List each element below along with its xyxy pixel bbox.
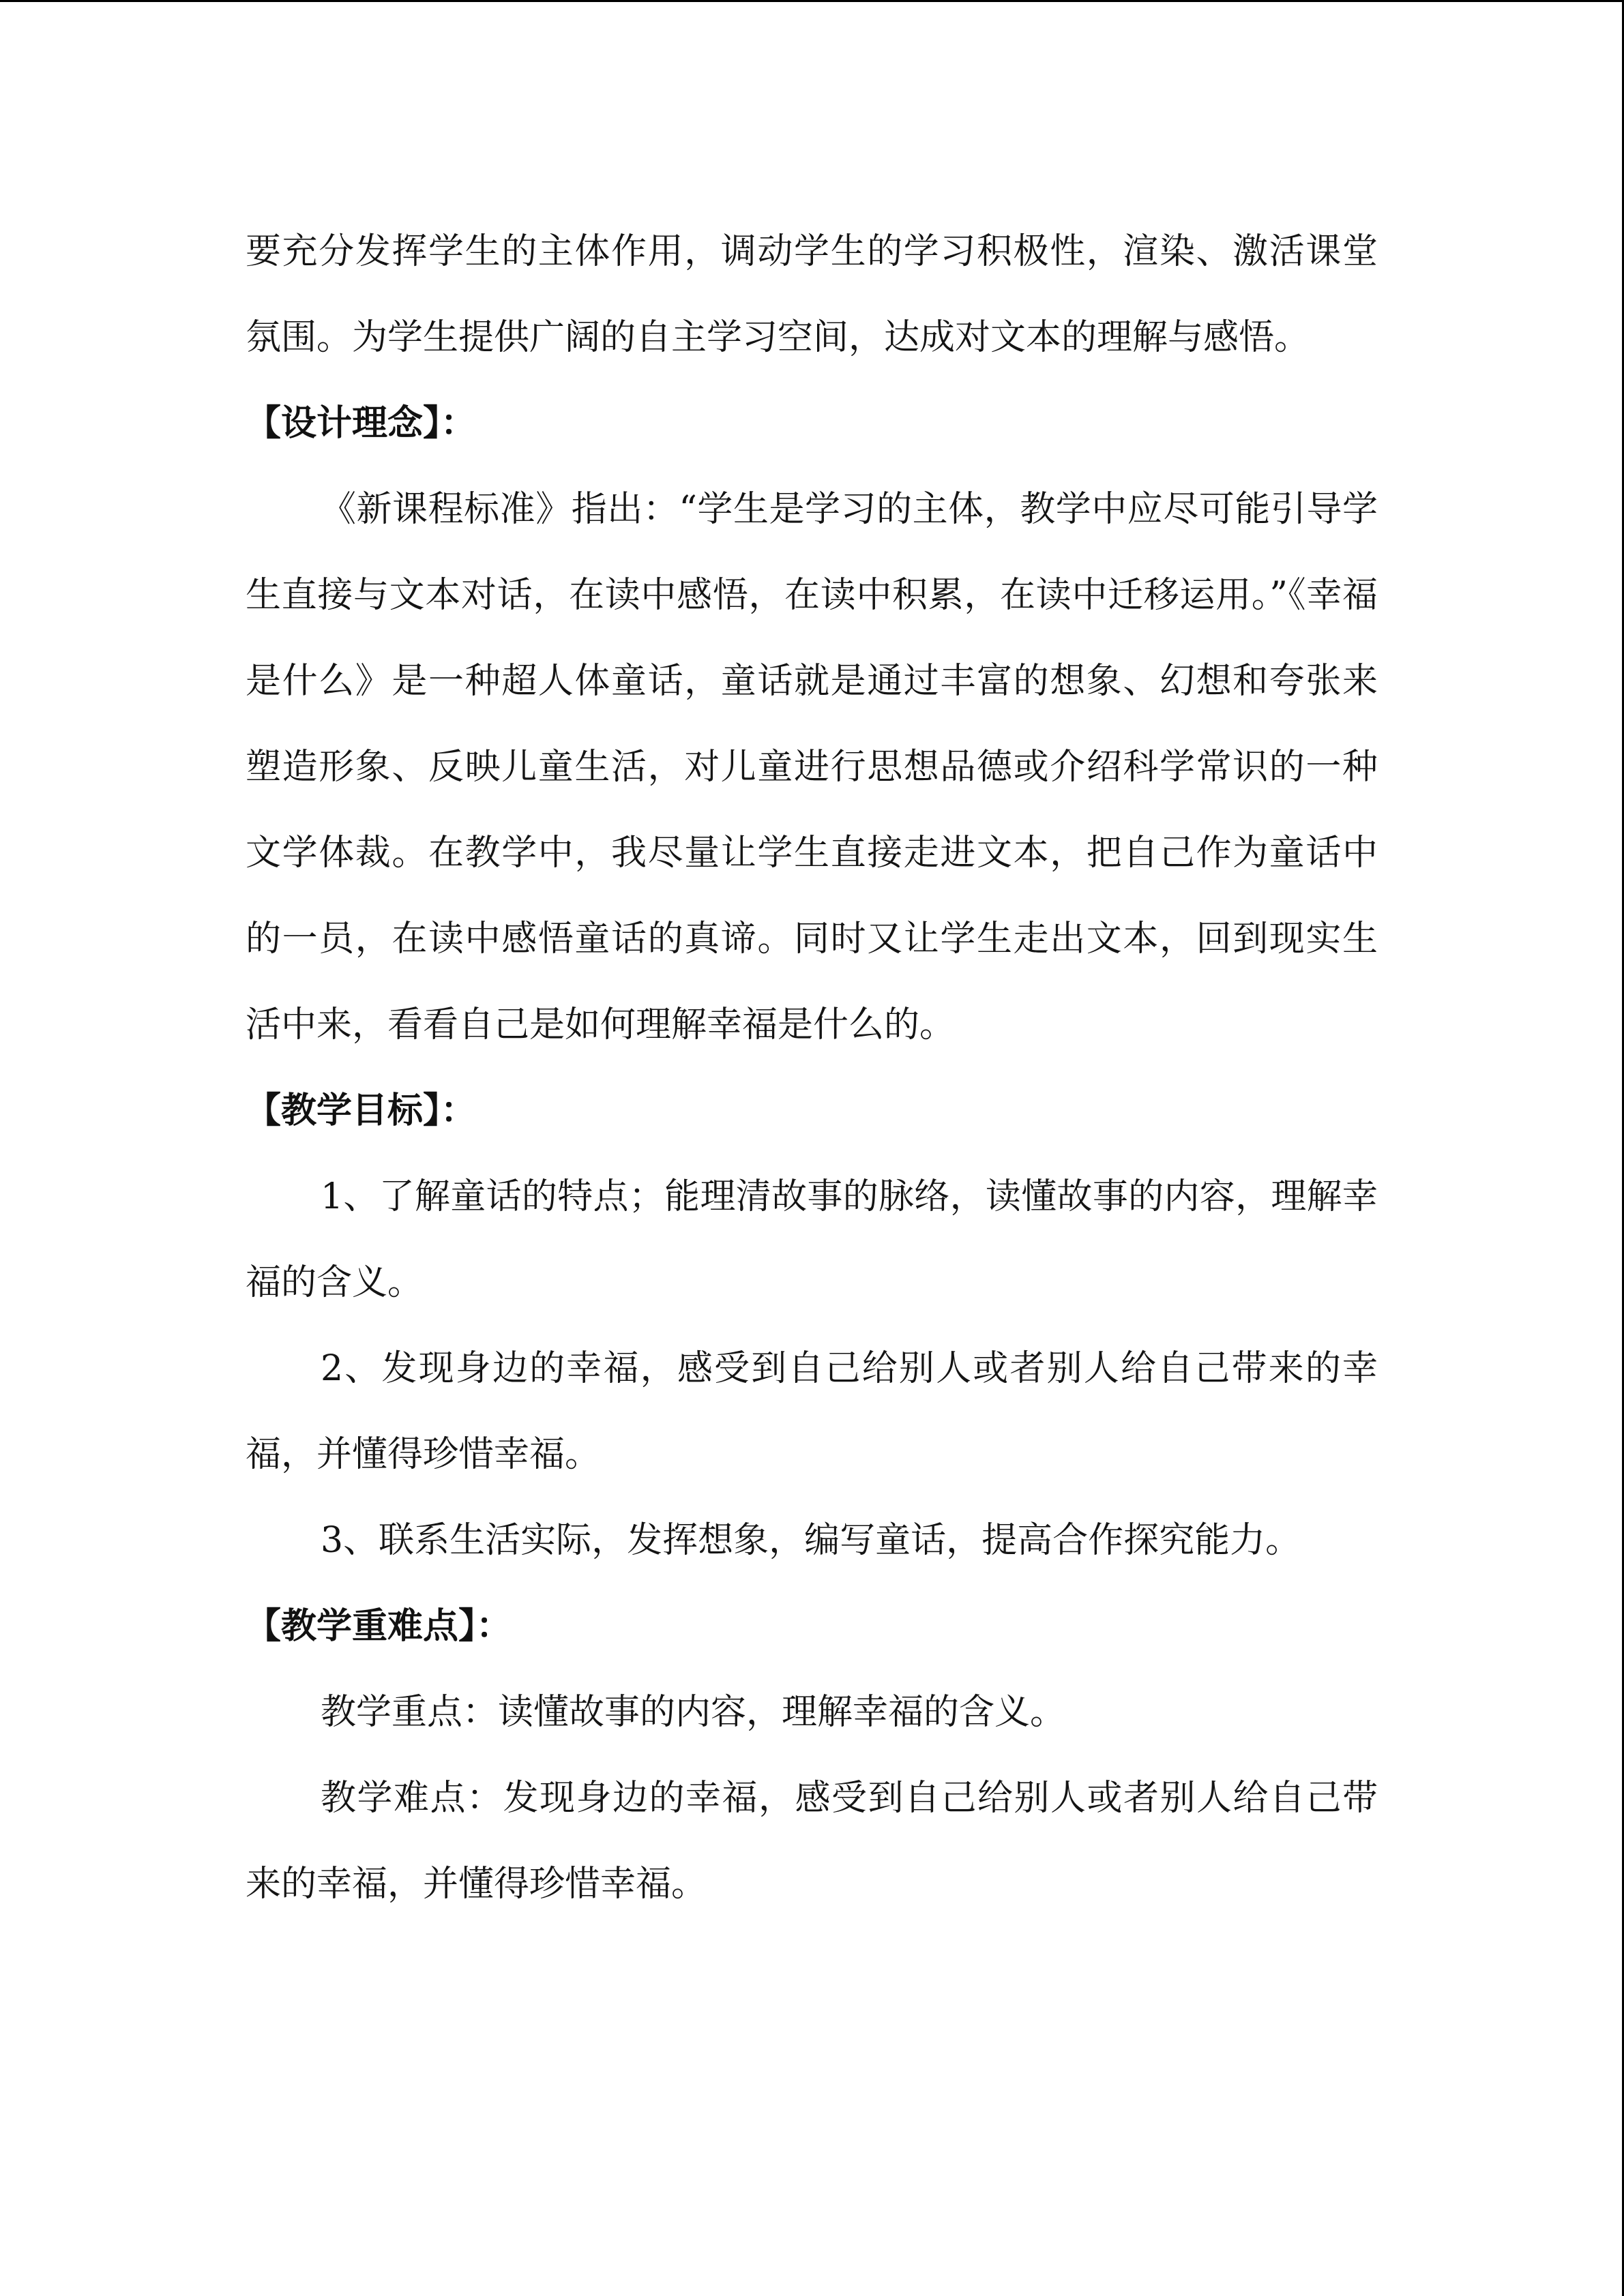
key-point-paragraph: 教学重点：读懂故事的内容，理解幸福的含义。 [321,1692,1066,1733]
teaching-goal-item: 2、发现身边的幸福，感受到自己给别人或者别人给自己带来的幸福，并懂得珍惜幸福。 [246,1348,1378,1475]
teaching-goal-item: 1、了解童话的特点；能理清故事的脉络，读懂故事的内容，理解幸福的含义。 [246,1176,1378,1303]
difficult-point-paragraph: 教学难点：发现身边的幸福，感受到自己给别人或者别人给自己带来的幸福，并懂得珍惜幸福。 [246,1778,1378,1905]
design-concept-heading: 【设计理念】： [246,403,477,444]
teaching-goal-item: 3、联系生活实际，发挥想象，编写童话，提高合作探究能力。 [321,1520,1301,1561]
design-concept-paragraph: 《新课程标准》指出：“学生是学习的主体，教学中应尽可能引导学生直接与文本对话，在读中感悟，在读中积累，在读中迁移运用。”《幸福是什么》是一种超人体童话，童话就是通过丰富的想象、幻想和夸张来塑造形象、反映儿童生活，对儿童进行思想品德或介绍科学常识的一种文学体裁。在教学中，我尽量让学生直接走进文本，把自己作为童话中的一员，在读中感悟童话的真谛。同时又让学生走出文本，回到现实生活中来，看看自己是如何理解幸福是什么的。 [246,489,1378,1045]
document-body [246,209,1378,1927]
teaching-goals-heading: 【教学目标】： [246,1090,477,1131]
intro-paragraph: 要充分发挥学生的主体作用，调动学生的学习积极性，渲染、激活课堂氛围。为学生提供广阔的自主学习空间，达成对文本的理解与感悟。 [246,231,1378,358]
key-difficult-points-heading: 【教学重难点】： [246,1606,512,1647]
